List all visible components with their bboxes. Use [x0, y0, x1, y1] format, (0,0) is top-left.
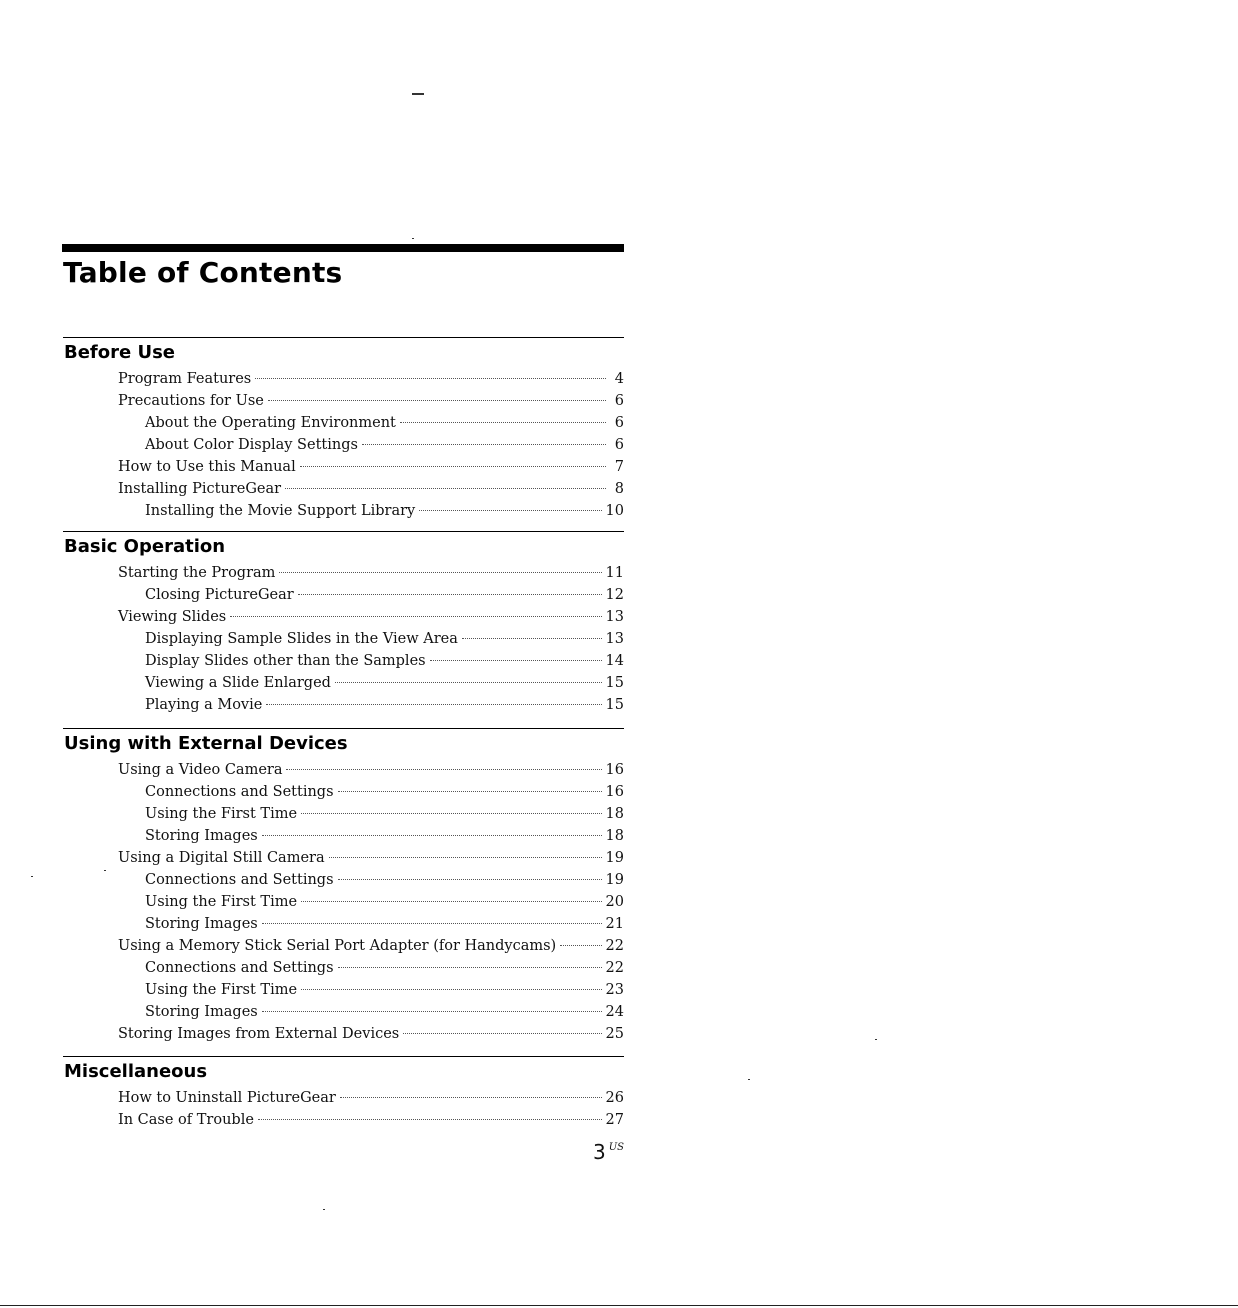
toc-entry-label: About Color Display Settings: [145, 437, 358, 453]
toc-entry-label: Storing Images: [145, 828, 258, 844]
toc-entry-label: About the Operating Environment: [145, 415, 396, 431]
section-rule: [63, 728, 624, 729]
toc-entry[interactable]: [63, 869, 624, 891]
section-heading: Using with External Devices: [64, 733, 348, 754]
dot-leader: [400, 422, 606, 423]
section-heading: Miscellaneous: [64, 1061, 208, 1082]
scan-speck: [104, 870, 106, 871]
toc-entry-label: Using the First Time: [145, 806, 298, 822]
toc-entry-label: Storing Images: [145, 916, 258, 932]
dot-leader: [279, 572, 601, 573]
toc-entry-label: Display Slides other than the Samples: [145, 653, 426, 669]
section-before-use: [63, 337, 624, 522]
toc-entry-label: Storing Images: [145, 1004, 258, 1020]
toc-entry-label: Connections and Settings: [145, 872, 334, 888]
toc-entry-page: 15: [605, 675, 624, 691]
toc-entry[interactable]: [63, 390, 624, 412]
toc-entry-label: Using a Video Camera: [118, 762, 283, 778]
toc-entry-label: In Case of Trouble: [118, 1112, 254, 1128]
dot-leader: [419, 510, 601, 511]
section-heading: Before Use: [64, 342, 176, 363]
toc-entry[interactable]: [63, 979, 624, 1001]
entry-list: [63, 759, 624, 1045]
toc-entry[interactable]: [63, 803, 624, 825]
dot-leader: [462, 638, 602, 639]
toc-entry-page: 22: [605, 960, 624, 976]
toc-entry[interactable]: [63, 891, 624, 913]
toc-entry[interactable]: [63, 935, 624, 957]
page-title: Table of Contents: [63, 256, 343, 289]
page-number-suffix: US: [608, 1142, 625, 1153]
toc-entry-label: Program Features: [118, 371, 252, 387]
toc-entry[interactable]: [63, 694, 624, 716]
toc-entry[interactable]: [63, 434, 624, 456]
dot-leader: [560, 945, 601, 946]
toc-entry[interactable]: [63, 957, 624, 979]
toc-entry[interactable]: [63, 781, 624, 803]
toc-entry[interactable]: [63, 628, 624, 650]
toc-entry-page: 6: [614, 437, 624, 453]
toc-entry-label: Installing PictureGear: [118, 481, 282, 497]
section-miscellaneous: [63, 1056, 624, 1131]
section-heading: Basic Operation: [64, 536, 226, 557]
toc-entry-page: 22: [605, 938, 624, 954]
dot-leader: [258, 1119, 602, 1120]
toc-entry[interactable]: [63, 1023, 624, 1045]
toc-entry[interactable]: [63, 368, 624, 390]
toc-entry[interactable]: [63, 1087, 624, 1109]
toc-entry-page: 19: [605, 850, 624, 866]
toc-entry[interactable]: [63, 456, 624, 478]
dot-leader: [362, 444, 606, 445]
section-rule: [63, 1056, 624, 1057]
toc-entry[interactable]: [63, 847, 624, 869]
dot-leader: [301, 989, 602, 990]
toc-entry-page: 16: [605, 762, 624, 778]
toc-entry-label: Viewing Slides: [118, 609, 227, 625]
toc-entry[interactable]: [63, 913, 624, 935]
dot-leader: [329, 857, 602, 858]
scan-speck: [875, 1039, 877, 1040]
title-rule: [62, 244, 624, 252]
dot-leader: [338, 967, 602, 968]
toc-entry-page: 6: [614, 393, 624, 409]
dot-leader: [403, 1033, 601, 1034]
toc-entry-label: Precautions for Use: [118, 393, 264, 409]
toc-entry-label: Installing the Movie Support Library: [145, 503, 416, 519]
toc-entry-page: 27: [605, 1112, 624, 1128]
toc-entry-page: 25: [605, 1026, 624, 1042]
page-bottom-edge: [0, 1305, 1238, 1306]
toc-entry-label: Storing Images from External Devices: [118, 1026, 400, 1042]
toc-entry-page: 19: [605, 872, 624, 888]
dot-leader: [301, 813, 602, 814]
toc-entry[interactable]: [63, 412, 624, 434]
toc-entry-page: 20: [605, 894, 624, 910]
toc-entry-label: Using the First Time: [145, 982, 298, 998]
toc-entry-page: 18: [605, 828, 624, 844]
toc-entry-page: 13: [605, 631, 624, 647]
toc-entry-page: 24: [605, 1004, 624, 1020]
scan-speck: [748, 1079, 750, 1080]
toc-entry[interactable]: [63, 672, 624, 694]
page-number: [593, 1140, 624, 1164]
entry-list: [63, 368, 624, 522]
dot-leader: [262, 835, 602, 836]
dot-leader: [301, 901, 602, 902]
scan-speck: [412, 238, 414, 239]
dot-leader: [262, 1011, 602, 1012]
toc-entry-page: 8: [614, 481, 624, 497]
section-using-with-external-devices: [63, 728, 624, 1045]
toc-entry[interactable]: [63, 825, 624, 847]
entry-list: [63, 562, 624, 716]
toc-entry-label: Using a Memory Stick Serial Port Adapter (for Handycams): [118, 938, 557, 954]
scan-speck: [412, 93, 424, 95]
toc-entry-page: 12: [605, 587, 624, 603]
toc-entry[interactable]: [63, 606, 624, 628]
dot-leader: [298, 594, 602, 595]
dot-leader: [230, 616, 601, 617]
dot-leader: [338, 879, 602, 880]
toc-entry[interactable]: [63, 500, 624, 522]
dot-leader: [285, 488, 606, 489]
toc-entry-page: 4: [614, 371, 624, 387]
toc-entry[interactable]: [63, 584, 624, 606]
dot-leader: [300, 466, 606, 467]
toc-entry-page: 15: [605, 697, 624, 713]
toc-entry-label: Using the First Time: [145, 894, 298, 910]
section-basic-operation: [63, 531, 624, 716]
section-rule: [63, 337, 624, 338]
toc-entry-page: 21: [605, 916, 624, 932]
toc-entry-page: 18: [605, 806, 624, 822]
toc-entry-page: 14: [605, 653, 624, 669]
toc-entry-page: 16: [605, 784, 624, 800]
toc-entry-page: 10: [605, 503, 624, 519]
toc-entry-label: Viewing a Slide Enlarged: [145, 675, 331, 691]
toc-entry-page: 23: [605, 982, 624, 998]
toc-entry-label: Starting the Program: [118, 565, 276, 581]
entry-list: [63, 1087, 624, 1131]
dot-leader: [286, 769, 601, 770]
scan-speck: [31, 876, 33, 877]
toc-entry-label: Connections and Settings: [145, 784, 334, 800]
section-rule: [63, 531, 624, 532]
toc-entry-label: How to Uninstall PictureGear: [118, 1090, 336, 1106]
toc-entry[interactable]: [63, 759, 624, 781]
scan-speck: [323, 1209, 325, 1210]
toc-entry-page: 7: [614, 459, 624, 475]
toc-entry-label: Connections and Settings: [145, 960, 334, 976]
page-number-value: 3: [593, 1140, 606, 1164]
dot-leader: [262, 923, 602, 924]
toc-entry[interactable]: [63, 1001, 624, 1023]
dot-leader: [430, 660, 602, 661]
toc-entry[interactable]: [63, 562, 624, 584]
toc-entry-label: How to Use this Manual: [118, 459, 296, 475]
dot-leader: [340, 1097, 602, 1098]
dot-leader: [268, 400, 606, 401]
toc-entry-page: 13: [605, 609, 624, 625]
toc-entry-page: 6: [614, 415, 624, 431]
toc-entry[interactable]: [63, 650, 624, 672]
toc-entry[interactable]: [63, 1109, 624, 1131]
toc-entry-label: Playing a Movie: [145, 697, 263, 713]
toc-entry[interactable]: [63, 478, 624, 500]
dot-leader: [255, 378, 606, 379]
dot-leader: [335, 682, 602, 683]
toc-entry-label: Closing PictureGear: [145, 587, 294, 603]
toc-entry-page: 11: [605, 565, 624, 581]
toc-entry-label: Displaying Sample Slides in the View Area: [145, 631, 458, 647]
dot-leader: [338, 791, 602, 792]
toc-entry-label: Using a Digital Still Camera: [118, 850, 325, 866]
toc-entry-page: 26: [605, 1090, 624, 1106]
dot-leader: [266, 704, 601, 705]
